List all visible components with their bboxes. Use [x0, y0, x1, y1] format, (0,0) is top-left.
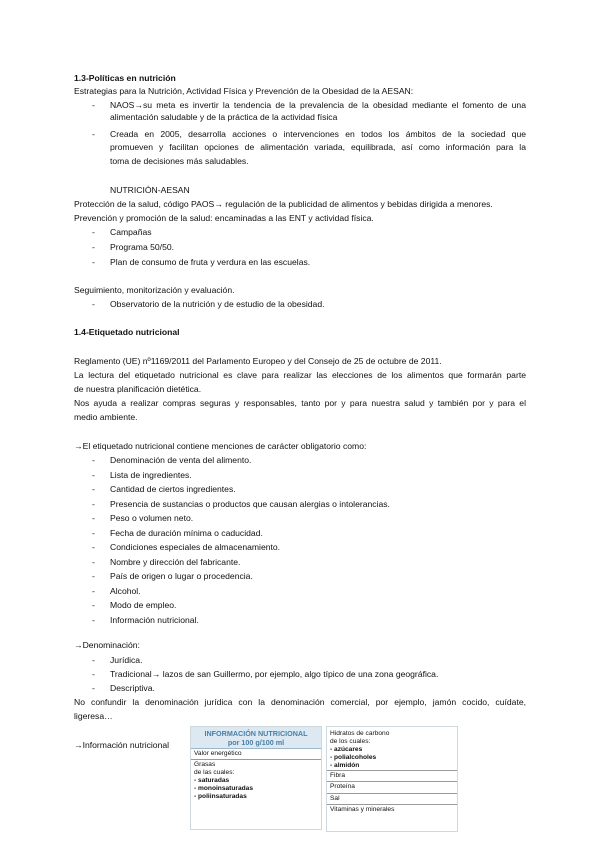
list-item: Fecha de duración mínima o caducidad. — [110, 528, 263, 538]
list-item: Modo de empleo. — [110, 600, 177, 610]
list-item: Cantidad de ciertos ingredientes. — [110, 484, 236, 494]
nutrition-row: Sal — [327, 793, 457, 804]
list-item: Lista de ingredientes. — [110, 470, 192, 480]
nutrition-table-left — [190, 726, 322, 830]
proteccion-line: Protección de la salud, código PAOS→ regulación de la publicidad de alimentos y bebidas dirigida a menores. — [74, 199, 493, 209]
nutricion-aesan-label: NUTRICIÓN-AESAN — [110, 185, 190, 195]
reglamento-line: Reglamento (UE) nº1169/2011 del Parlamento Europeo y del Consejo de 25 de octubre de 2011. — [74, 356, 442, 366]
section-heading-1-3: 1.3-Políticas en nutrición — [74, 73, 176, 83]
bullet-dash: - — [92, 299, 95, 309]
bullet-dash: - — [92, 499, 95, 509]
list-item: Plan de consumo de fruta y verdura en las escuelas. — [110, 257, 311, 267]
list-item: Descriptiva. — [110, 683, 155, 693]
bullet-dash: - — [92, 257, 95, 267]
nutrition-row: Fibra — [327, 770, 457, 781]
nutrition-carb-block — [327, 727, 457, 770]
bullet-dash: - — [92, 542, 95, 552]
bullet-dash: - — [92, 600, 95, 610]
bullet-dash: - — [92, 484, 95, 494]
bullet-dash: - — [92, 129, 95, 139]
nutrition-table-header — [191, 727, 321, 749]
list-item: Campañas — [110, 227, 152, 237]
bullet-dash: - — [92, 683, 95, 693]
list-item: Condiciones especiales de almacenamiento. — [110, 542, 281, 552]
nutrition-row: Grasas — [194, 761, 216, 768]
nutrition-row: - saturadas — [194, 777, 230, 784]
prevencion-line: Prevención y promoción de la salud: encaminadas a las ENT y actividad física. — [74, 213, 374, 223]
list-item-continued: promueven y facilitan opciones de alimentación variada, equilibrada, así como información para la — [110, 142, 526, 152]
list-item: Presencia de sustancias o productos que causan alergias o intolerancias. — [110, 499, 390, 509]
nutrition-row: Valor energético — [191, 749, 321, 760]
nutrition-row: - azúcares — [330, 746, 363, 753]
seguimiento-line: Seguimiento, monitorización y evaluación. — [74, 285, 235, 295]
paragraph-line: ligeresa… — [74, 711, 113, 721]
nutrition-row: Proteína — [327, 781, 457, 792]
list-item: Programa 50/50. — [110, 242, 175, 252]
nutrition-row: Hidratos de carbono — [330, 730, 390, 737]
list-item-continued: toma de decisiones más saludables. — [110, 156, 249, 166]
paragraph-line: medio ambiente. — [74, 412, 138, 422]
bullet-dash: - — [92, 100, 95, 110]
bullet-dash: - — [92, 586, 95, 596]
list-item: Jurídica. — [110, 655, 143, 665]
bullet-dash: - — [92, 242, 95, 252]
list-item: Tradicional→ lazos de san Guillermo, por ejemplo, algo típico de una zona geográfica. — [110, 669, 439, 679]
list-item: Información nutricional. — [110, 615, 199, 625]
list-item: País de origen o lugar o procedencia. — [110, 571, 253, 581]
list-item: Peso o volumen neto. — [110, 513, 194, 523]
list-item: NAOS→su meta es invertir la tendencia de la prevalencia de la obesidad mediante el fomento de una — [110, 100, 526, 110]
strategy-line: Estrategias para la Nutrición, Actividad Física y Prevención de la Obesidad de la AESAN: — [74, 86, 414, 96]
nutrition-row: Vitaminas y minerales — [327, 804, 457, 815]
list-item: Observatorio de la nutrición y de estudio de la obesidad. — [110, 299, 325, 309]
list-item: Nombre y dirección del fabricante. — [110, 557, 241, 567]
list-item: Creada en 2005, desarrolla acciones o intervenciones en todos los ámbitos de la sociedad que — [110, 129, 526, 139]
bullet-dash: - — [92, 528, 95, 538]
paragraph-line: La lectura del etiquetado nutricional es clave para realizar las elecciones de los alimentos que formarán parte — [74, 370, 526, 380]
paragraph-line: de nuestra planificación dietética. — [74, 384, 202, 394]
nutrition-table-right — [326, 726, 458, 832]
nutrition-fat-block — [191, 760, 321, 801]
denominacion-heading: →Denominación: — [74, 640, 140, 650]
section-heading-1-4: 1.4-Etiquetado nutricional — [74, 327, 180, 337]
bullet-dash: - — [92, 227, 95, 237]
bullet-dash: - — [92, 669, 95, 679]
nutrition-row: - poliinsaturadas — [194, 793, 247, 800]
nutrition-table-title: INFORMACIÓN NUTRICIONAL — [204, 729, 308, 738]
paragraph-line: No confundir la denominación jurídica con la denominación comercial, por ejemplo, jamón cocido, cuídate, — [74, 697, 526, 707]
list-item: Denominación de venta del alimento. — [110, 455, 252, 465]
bullet-dash: - — [92, 615, 95, 625]
list-item: Alcohol. — [110, 586, 141, 596]
bullet-dash: - — [92, 470, 95, 480]
bullet-dash: - — [92, 455, 95, 465]
bullet-dash: - — [92, 557, 95, 567]
bullet-dash: - — [92, 571, 95, 581]
nutrition-row: - polialcoholes — [330, 754, 377, 761]
nutrition-row: de los cuales: — [330, 738, 371, 745]
list-item-continued: alimentación saludable y de la práctica de la actividad física — [110, 112, 338, 122]
paragraph-line: Nos ayuda a realizar compras seguras y responsables, tanto por y para nuestra salud y también por y para el — [74, 398, 526, 408]
info-nutricional-label: →Información nutricional — [74, 740, 170, 750]
nutrition-row: - monoinsaturadas — [194, 785, 253, 792]
nutrition-row: - almidón — [330, 762, 360, 769]
bullet-dash: - — [92, 513, 95, 523]
menciones-intro: →El etiquetado nutricional contiene menciones de carácter obligatorio como: — [74, 441, 367, 451]
nutrition-table-subtitle: por 100 g/100 ml — [227, 738, 285, 747]
bullet-dash: - — [92, 655, 95, 665]
nutrition-row: de las cuales: — [194, 769, 235, 776]
